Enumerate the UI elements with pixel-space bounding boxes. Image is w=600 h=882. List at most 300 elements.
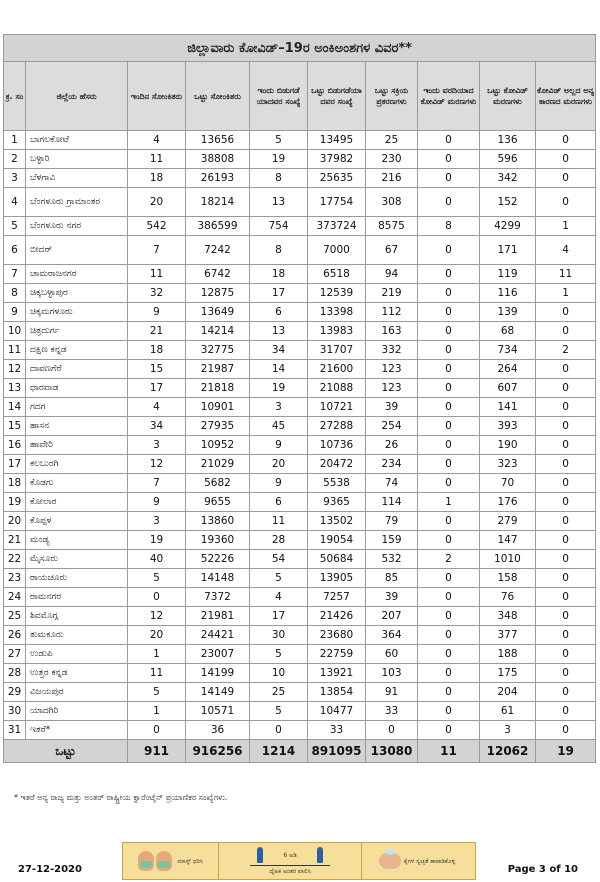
cell-sn: 12 <box>4 360 26 379</box>
table-row <box>4 436 596 455</box>
cell-total-discharged: 7000 <box>308 236 366 265</box>
table-row <box>4 721 596 740</box>
cell-sn: 23 <box>4 569 26 588</box>
cell-today-deaths: 0 <box>418 474 480 493</box>
cell-other-deaths: 4 <box>536 236 596 265</box>
cell-today-deaths: 1 <box>418 493 480 512</box>
cell-district: ಚಿಕ್ಕಮಗಳೂರು <box>26 303 128 322</box>
top-margin <box>0 0 600 14</box>
banner-distance-section <box>219 843 361 879</box>
cell-other-deaths: 0 <box>536 626 596 645</box>
table-row <box>4 417 596 436</box>
cell-today-discharged: 6 <box>250 493 308 512</box>
cell-district: ಚಿಕ್ಕಬಳ್ಳಾಪುರ <box>26 284 128 303</box>
col-header-total-deaths: ಒಟ್ಟು ಕೋವಿಡ್ ಮರಣಗಳು <box>480 62 536 131</box>
cell-active: 85 <box>366 569 418 588</box>
cell-total-deaths: 158 <box>480 569 536 588</box>
cell-sn: 24 <box>4 588 26 607</box>
cell-total-discharged: 27288 <box>308 417 366 436</box>
cell-sn: 27 <box>4 645 26 664</box>
cell-today-deaths: 0 <box>418 645 480 664</box>
cell-total-discharged: 21600 <box>308 360 366 379</box>
cell-total-cases: 7372 <box>186 588 250 607</box>
cell-total-discharged: 9365 <box>308 493 366 512</box>
cell-today-deaths: 0 <box>418 236 480 265</box>
table-row <box>4 150 596 169</box>
cell-other-deaths: 0 <box>536 683 596 702</box>
cell-total-cases: 21987 <box>186 360 250 379</box>
cell-district: ಹಾಸನ <box>26 417 128 436</box>
cell-district: ಧಾರವಾಡ <box>26 379 128 398</box>
cell-today-deaths: 2 <box>418 550 480 569</box>
cell-today-cases: 15 <box>128 360 186 379</box>
cell-other-deaths: 0 <box>536 493 596 512</box>
cell-sn: 17 <box>4 455 26 474</box>
cell-other-deaths: 0 <box>536 455 596 474</box>
cell-total-cases: 10901 <box>186 398 250 417</box>
cell-other-deaths: 0 <box>536 131 596 150</box>
cell-today-discharged: 5 <box>250 645 308 664</box>
cell-sn: 13 <box>4 379 26 398</box>
cell-other-deaths: 0 <box>536 588 596 607</box>
cell-total-cases: 21981 <box>186 607 250 626</box>
cell-total-cases: 21029 <box>186 455 250 474</box>
cell-sn: 30 <box>4 702 26 721</box>
cell-total-cases: 10571 <box>186 702 250 721</box>
cell-district: ಮಂಡ್ಯ <box>26 531 128 550</box>
table-row <box>4 360 596 379</box>
table-row <box>4 131 596 150</box>
cell-other-deaths: 0 <box>536 474 596 493</box>
total-today-cases: 911 <box>128 740 186 763</box>
cell-today-cases: 11 <box>128 664 186 683</box>
cell-active: 207 <box>366 607 418 626</box>
safety-banner <box>122 842 476 880</box>
cell-today-cases: 0 <box>128 721 186 740</box>
cell-district: ದಕ್ಷಿಣ ಕನ್ನಡ <box>26 341 128 360</box>
cell-district: ಮೈಸೂರು <box>26 550 128 569</box>
table-row <box>4 493 596 512</box>
banner-distance-top: 6 ಅಡಿ <box>283 851 297 859</box>
total-other-deaths: 19 <box>536 740 596 763</box>
cell-today-discharged: 5 <box>250 131 308 150</box>
table-row <box>4 626 596 645</box>
cell-today-cases: 5 <box>128 683 186 702</box>
cell-district: ಚಿತ್ರದುರ್ಗ <box>26 322 128 341</box>
cell-today-discharged: 14 <box>250 360 308 379</box>
cell-district: ದಾವಣಗೆರೆ <box>26 360 128 379</box>
cell-total-deaths: 175 <box>480 664 536 683</box>
col-header-today-discharged: ಇಂದು ಬಿಡುಗಡೆ ಯಾದವರ ಸಂಖ್ಯೆ <box>250 62 308 131</box>
cell-total-deaths: 188 <box>480 645 536 664</box>
table-row <box>4 474 596 493</box>
cell-total-deaths: 76 <box>480 588 536 607</box>
cell-total-cases: 23007 <box>186 645 250 664</box>
col-header-active: ಒಟ್ಟು ಸಕ್ರಿಯ ಪ್ರಕರಣಗಳು <box>366 62 418 131</box>
cell-district: ಬೆಂಗಳೂರು ನಗರ <box>26 217 128 236</box>
table-title: ಜಿಲ್ಲಾವಾರು ಕೋವಿಡ್–19ರ ಅಂಕಿಅಂಶಗಳ ವಿವರ** <box>4 35 596 62</box>
face-mask-icon <box>156 851 172 871</box>
cell-other-deaths: 0 <box>536 188 596 217</box>
cell-other-deaths: 0 <box>536 721 596 740</box>
cell-active: 94 <box>366 265 418 284</box>
cell-total-discharged: 13854 <box>308 683 366 702</box>
table-row <box>4 284 596 303</box>
cell-sn: 4 <box>4 188 26 217</box>
cell-sn: 31 <box>4 721 26 740</box>
cell-total-discharged: 12539 <box>308 284 366 303</box>
cell-active: 234 <box>366 455 418 474</box>
cell-today-deaths: 0 <box>418 360 480 379</box>
cell-today-discharged: 6 <box>250 303 308 322</box>
cell-today-discharged: 30 <box>250 626 308 645</box>
cell-today-deaths: 0 <box>418 150 480 169</box>
cell-total-discharged: 13398 <box>308 303 366 322</box>
cell-active: 163 <box>366 322 418 341</box>
cell-today-discharged: 19 <box>250 150 308 169</box>
cell-other-deaths: 0 <box>536 531 596 550</box>
cell-total-deaths: 136 <box>480 131 536 150</box>
cell-active: 159 <box>366 531 418 550</box>
cell-other-deaths: 1 <box>536 217 596 236</box>
table-row <box>4 169 596 188</box>
cell-district: ಯಾದಗಿರಿ <box>26 702 128 721</box>
cell-total-deaths: 61 <box>480 702 536 721</box>
cell-today-deaths: 0 <box>418 303 480 322</box>
cell-total-discharged: 20472 <box>308 455 366 474</box>
cell-active: 216 <box>366 169 418 188</box>
cell-total-cases: 14214 <box>186 322 250 341</box>
cell-today-discharged: 34 <box>250 341 308 360</box>
cell-active: 25 <box>366 131 418 150</box>
cell-district: ಕೋಲಾರ <box>26 493 128 512</box>
cell-today-discharged: 754 <box>250 217 308 236</box>
footer-date: 27-12-2020 <box>18 864 82 875</box>
cell-active: 103 <box>366 664 418 683</box>
table-row <box>4 455 596 474</box>
cell-active: 79 <box>366 512 418 531</box>
distance-arrow-icon <box>250 865 330 866</box>
cell-total-deaths: 116 <box>480 284 536 303</box>
cell-today-cases: 20 <box>128 626 186 645</box>
cell-today-discharged: 54 <box>250 550 308 569</box>
cell-total-discharged: 7257 <box>308 588 366 607</box>
cell-today-cases: 12 <box>128 607 186 626</box>
cell-total-deaths: 139 <box>480 303 536 322</box>
cell-total-discharged: 13495 <box>308 131 366 150</box>
table-row <box>4 645 596 664</box>
cell-today-discharged: 45 <box>250 417 308 436</box>
cell-total-cases: 10952 <box>186 436 250 455</box>
cell-today-deaths: 0 <box>418 626 480 645</box>
cell-total-cases: 7242 <box>186 236 250 265</box>
cell-today-cases: 1 <box>128 702 186 721</box>
cell-today-deaths: 0 <box>418 607 480 626</box>
cell-total-deaths: 1010 <box>480 550 536 569</box>
cell-other-deaths: 0 <box>536 664 596 683</box>
cell-today-deaths: 0 <box>418 379 480 398</box>
cell-active: 91 <box>366 683 418 702</box>
table-row <box>4 265 596 284</box>
table-row <box>4 702 596 721</box>
table-row <box>4 512 596 531</box>
cell-sn: 5 <box>4 217 26 236</box>
cell-today-cases: 32 <box>128 284 186 303</box>
table-row <box>4 607 596 626</box>
total-row <box>4 740 596 763</box>
cell-today-deaths: 0 <box>418 341 480 360</box>
col-header-today-cases: ಇಂದಿನ ಸೋಂಕಿತರು <box>128 62 186 131</box>
cell-today-discharged: 20 <box>250 455 308 474</box>
person-icon <box>257 847 263 863</box>
banner-wash-text: ಕೈಗಳ ಸ್ವಚ್ಛತೆ ಕಾಪಾಡಿಕೊಳ್ಳಿ <box>403 857 456 865</box>
cell-today-deaths: 0 <box>418 417 480 436</box>
cell-district: ರಾಮನಗರ <box>26 588 128 607</box>
total-today-discharged: 1214 <box>250 740 308 763</box>
cell-today-cases: 19 <box>128 531 186 550</box>
cell-active: 230 <box>366 150 418 169</box>
cell-total-discharged: 31707 <box>308 341 366 360</box>
cell-district: ಬೆಳಗಾವಿ <box>26 169 128 188</box>
cell-total-discharged: 23680 <box>308 626 366 645</box>
cell-today-cases: 1 <box>128 645 186 664</box>
banner-wash-section <box>362 843 475 879</box>
cell-total-cases: 19360 <box>186 531 250 550</box>
table-row <box>4 683 596 702</box>
cell-today-discharged: 17 <box>250 607 308 626</box>
cell-active: 123 <box>366 379 418 398</box>
cell-today-deaths: 0 <box>418 169 480 188</box>
cell-district: ಉತ್ತರ ಕನ್ನಡ <box>26 664 128 683</box>
cell-total-cases: 14149 <box>186 683 250 702</box>
cell-total-deaths: 4299 <box>480 217 536 236</box>
cell-total-deaths: 377 <box>480 626 536 645</box>
cell-today-deaths: 0 <box>418 569 480 588</box>
cell-total-cases: 6742 <box>186 265 250 284</box>
cell-today-cases: 4 <box>128 398 186 417</box>
cell-total-discharged: 50684 <box>308 550 366 569</box>
cell-active: 112 <box>366 303 418 322</box>
table-row <box>4 379 596 398</box>
cell-today-deaths: 0 <box>418 721 480 740</box>
cell-total-cases: 13649 <box>186 303 250 322</box>
cell-today-deaths: 0 <box>418 436 480 455</box>
cell-district: ಬಳ್ಳಾರಿ <box>26 150 128 169</box>
cell-other-deaths: 0 <box>536 398 596 417</box>
cell-other-deaths: 0 <box>536 607 596 626</box>
cell-today-cases: 40 <box>128 550 186 569</box>
cell-today-cases: 18 <box>128 169 186 188</box>
cell-today-deaths: 0 <box>418 664 480 683</box>
table-row <box>4 217 596 236</box>
cell-today-deaths: 0 <box>418 588 480 607</box>
cell-total-deaths: 68 <box>480 322 536 341</box>
cell-total-deaths: 264 <box>480 360 536 379</box>
cell-total-cases: 13860 <box>186 512 250 531</box>
cell-district: ಇತರೆ* <box>26 721 128 740</box>
cell-today-cases: 0 <box>128 588 186 607</box>
cell-sn: 15 <box>4 417 26 436</box>
cell-active: 0 <box>366 721 418 740</box>
cell-total-cases: 36 <box>186 721 250 740</box>
cell-sn: 6 <box>4 236 26 265</box>
cell-total-cases: 24421 <box>186 626 250 645</box>
total-total-cases: 916256 <box>186 740 250 763</box>
cell-active: 332 <box>366 341 418 360</box>
cell-total-cases: 27935 <box>186 417 250 436</box>
cell-district: ಕೊಪ್ಪಳ <box>26 512 128 531</box>
covid-table-container <box>3 34 595 763</box>
cell-today-discharged: 25 <box>250 683 308 702</box>
cell-other-deaths: 0 <box>536 360 596 379</box>
cell-today-discharged: 17 <box>250 284 308 303</box>
cell-today-cases: 5 <box>128 569 186 588</box>
table-row <box>4 550 596 569</box>
cell-today-cases: 3 <box>128 436 186 455</box>
cell-today-deaths: 0 <box>418 131 480 150</box>
cell-total-deaths: 393 <box>480 417 536 436</box>
col-header-sn: ಕ್ರ. ಸಂ <box>4 62 26 131</box>
cell-today-discharged: 4 <box>250 588 308 607</box>
cell-sn: 16 <box>4 436 26 455</box>
cell-today-discharged: 18 <box>250 265 308 284</box>
cell-district: ಉಡುಪಿ <box>26 645 128 664</box>
col-header-total-discharged: ಒಟ್ಟು ಬಿಡುಗಡೆಯಾ ದವರ ಸಂಖ್ಯೆ <box>308 62 366 131</box>
cell-other-deaths: 0 <box>536 512 596 531</box>
cell-total-discharged: 21426 <box>308 607 366 626</box>
cell-total-cases: 14148 <box>186 569 250 588</box>
cell-active: 67 <box>366 236 418 265</box>
table-row <box>4 588 596 607</box>
table-header-row <box>4 62 596 131</box>
cell-district: ಗದಗ <box>26 398 128 417</box>
cell-total-cases: 12875 <box>186 284 250 303</box>
cell-sn: 2 <box>4 150 26 169</box>
cell-total-deaths: 147 <box>480 531 536 550</box>
cell-today-cases: 12 <box>128 455 186 474</box>
cell-today-discharged: 9 <box>250 474 308 493</box>
cell-today-discharged: 13 <box>250 322 308 341</box>
cell-district: ಬೀದರ್ <box>26 236 128 265</box>
cell-today-deaths: 0 <box>418 322 480 341</box>
cell-total-discharged: 19054 <box>308 531 366 550</box>
cell-today-discharged: 28 <box>250 531 308 550</box>
cell-today-discharged: 5 <box>250 569 308 588</box>
cell-sn: 22 <box>4 550 26 569</box>
cell-today-deaths: 0 <box>418 702 480 721</box>
cell-total-discharged: 10736 <box>308 436 366 455</box>
cell-other-deaths: 2 <box>536 341 596 360</box>
hand-wash-icon <box>379 853 401 869</box>
banner-mask-section <box>123 843 219 879</box>
cell-total-cases: 21818 <box>186 379 250 398</box>
cell-today-cases: 34 <box>128 417 186 436</box>
cell-sn: 19 <box>4 493 26 512</box>
cell-other-deaths: 0 <box>536 702 596 721</box>
cell-today-cases: 18 <box>128 341 186 360</box>
cell-other-deaths: 11 <box>536 265 596 284</box>
cell-total-discharged: 13983 <box>308 322 366 341</box>
cell-district: ತುಮಕೂರು <box>26 626 128 645</box>
banner-distance-text: ದೈಹಿಕ ಅಂತರ ಪಾಲಿಸಿ <box>269 868 311 875</box>
cell-active: 33 <box>366 702 418 721</box>
cell-district: ಹಾವೇರಿ <box>26 436 128 455</box>
cell-sn: 9 <box>4 303 26 322</box>
cell-total-deaths: 734 <box>480 341 536 360</box>
cell-today-deaths: 0 <box>418 683 480 702</box>
cell-total-cases: 14199 <box>186 664 250 683</box>
table-body <box>4 131 596 740</box>
footer-page-number: Page 3 of 10 <box>507 864 578 875</box>
cell-total-cases: 5682 <box>186 474 250 493</box>
cell-today-cases: 17 <box>128 379 186 398</box>
cell-active: 74 <box>366 474 418 493</box>
cell-total-deaths: 152 <box>480 188 536 217</box>
cell-today-cases: 21 <box>128 322 186 341</box>
person-icon <box>317 847 323 863</box>
cell-other-deaths: 0 <box>536 569 596 588</box>
cell-total-deaths: 323 <box>480 455 536 474</box>
cell-sn: 25 <box>4 607 26 626</box>
cell-total-cases: 18214 <box>186 188 250 217</box>
table-title-row <box>4 35 596 62</box>
banner-mask-text: ಮಾಸ್ಕ್ ಧರಿಸಿ <box>177 857 204 865</box>
cell-total-deaths: 171 <box>480 236 536 265</box>
cell-total-deaths: 342 <box>480 169 536 188</box>
cell-today-deaths: 0 <box>418 265 480 284</box>
cell-total-cases: 32775 <box>186 341 250 360</box>
cell-today-cases: 4 <box>128 131 186 150</box>
cell-total-cases: 386599 <box>186 217 250 236</box>
table-row <box>4 322 596 341</box>
cell-total-discharged: 21088 <box>308 379 366 398</box>
cell-total-deaths: 204 <box>480 683 536 702</box>
cell-total-deaths: 348 <box>480 607 536 626</box>
cell-sn: 21 <box>4 531 26 550</box>
cell-sn: 10 <box>4 322 26 341</box>
cell-total-cases: 52226 <box>186 550 250 569</box>
cell-active: 254 <box>366 417 418 436</box>
cell-district: ಕಲಬುರಗಿ <box>26 455 128 474</box>
cell-today-cases: 7 <box>128 236 186 265</box>
cell-other-deaths: 0 <box>536 417 596 436</box>
table-row <box>4 236 596 265</box>
cell-total-discharged: 10477 <box>308 702 366 721</box>
cell-district: ವಿಜಯಪುರ <box>26 683 128 702</box>
cell-today-discharged: 0 <box>250 721 308 740</box>
cell-total-discharged: 37982 <box>308 150 366 169</box>
cell-today-deaths: 0 <box>418 284 480 303</box>
cell-today-discharged: 8 <box>250 169 308 188</box>
cell-sn: 28 <box>4 664 26 683</box>
cell-total-deaths: 70 <box>480 474 536 493</box>
cell-sn: 3 <box>4 169 26 188</box>
cell-today-deaths: 0 <box>418 531 480 550</box>
table-row <box>4 303 596 322</box>
cell-total-discharged: 373724 <box>308 217 366 236</box>
total-label: ಒಟ್ಟು <box>4 740 128 763</box>
col-header-other-deaths: ಕೋವಿಡ್ ಅಲ್ಲದ ಅನ್ಯ ಕಾರಣದ ಮರಣಗಳು <box>536 62 596 131</box>
cell-today-deaths: 0 <box>418 512 480 531</box>
cell-today-discharged: 3 <box>250 398 308 417</box>
table-row <box>4 188 596 217</box>
cell-total-deaths: 279 <box>480 512 536 531</box>
cell-district: ಕೊಡಗು <box>26 474 128 493</box>
cell-other-deaths: 0 <box>536 645 596 664</box>
cell-total-cases: 26193 <box>186 169 250 188</box>
cell-total-cases: 9655 <box>186 493 250 512</box>
cell-today-cases: 3 <box>128 512 186 531</box>
